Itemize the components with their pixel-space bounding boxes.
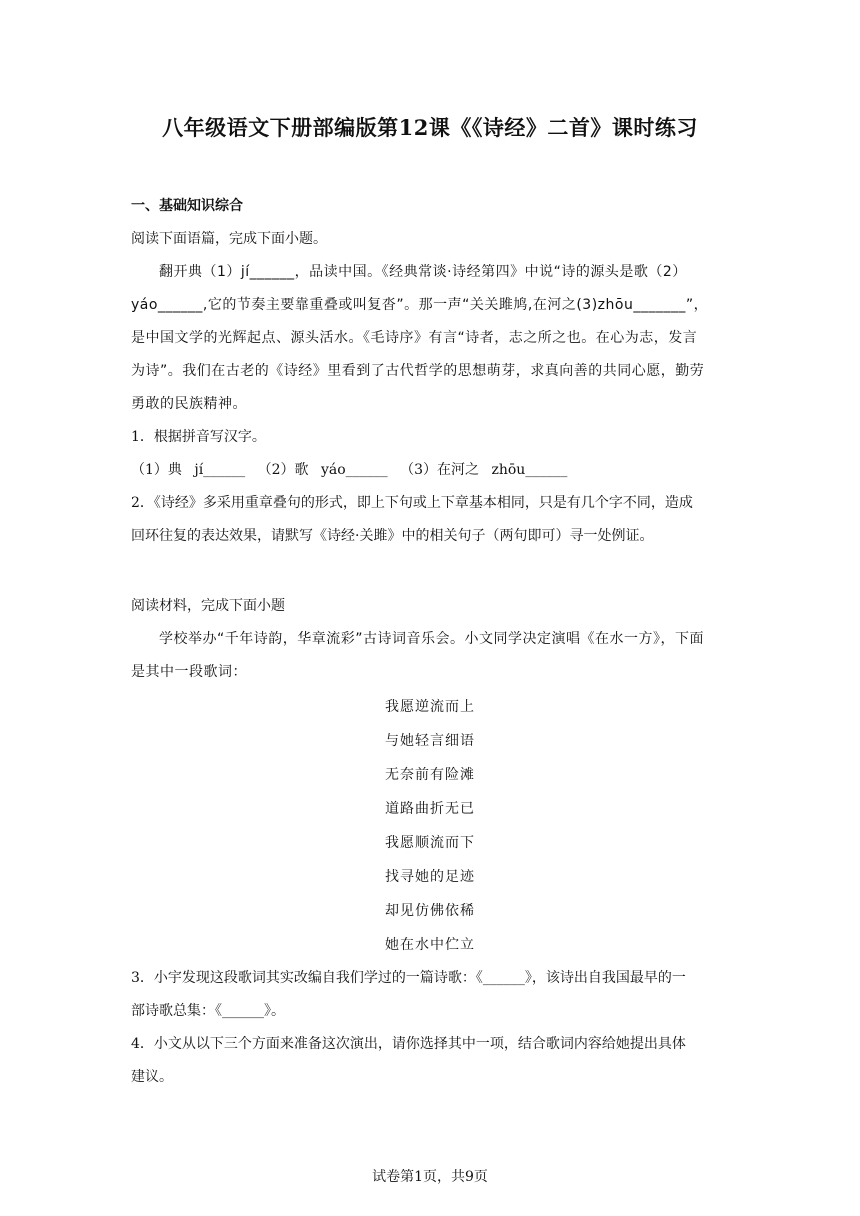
questions-3-4 xyxy=(131,962,731,1094)
passage-line-4: 为诗”。我们在古老的《诗经》里看到了古代哲学的思想萌芽，求真向善的共同心愿，勤劳 xyxy=(131,363,705,379)
passage-line-3: 是中国文学的光辉起点、源头活水。《毛诗序》有言“诗者，志之所之也。在心为志，发言 xyxy=(131,330,698,346)
section-2-intro: 阅读材料，完成下面小题 xyxy=(131,598,285,614)
question-2-line-2: 回环往复的表达效果，请默写《诗经·关雎》中的相关句子（两句即可）寻一处例证。 xyxy=(131,528,654,544)
question-4-line-1: 4．小文从以下三个方面来准备这次演出，请你选择其中一项，结合歌词内容给她提出具体 xyxy=(131,1036,686,1052)
question-1: 1．根据拼音写汉字。 xyxy=(131,429,266,445)
material-line-1: 学校举办“千年诗韵，华章流彩”古诗词音乐会。小文同学决定演唱《在水一方》，下面 xyxy=(159,631,705,647)
section-1-intro: 阅读下面语篇，完成下面小题。 xyxy=(131,231,327,247)
passage-line-2: yáo______,它的节奏主要靠重叠或叫复沓”。那一声“关关雎鸠,在河之(3)zhōu_______”， xyxy=(131,297,709,313)
question-4-line-2: 建议。 xyxy=(131,1069,173,1085)
lyric-line: 找寻她的足迹 xyxy=(385,869,475,885)
page-title: 八年级语文下册部编版第12课《《诗经》二首》课时练习 xyxy=(162,115,698,140)
question-1-items: （1）典 jí______ （2）歌 yáo______ （3）在河之 zhōu______ xyxy=(131,462,568,478)
question-3-line-2: 部诗歌总集：《______》。 xyxy=(131,1003,285,1019)
section-1 xyxy=(131,190,731,553)
section-1-heading: 一、基础知识综合 xyxy=(131,198,243,214)
passage-line-1: 翻开典（1）jí______，品读中国。《经典常谈·诗经第四》中说“诗的源头是歌（2） xyxy=(159,264,687,280)
question-3-line-1: 3．小宇发现这段歌词其实改编自我们学过的一篇诗歌：《______》，该诗出自我国最早的一 xyxy=(131,970,686,986)
lyric-line: 我愿逆流而上 xyxy=(385,699,475,715)
lyric-line: 与她轻言细语 xyxy=(385,733,475,749)
lyrics-block xyxy=(0,690,860,962)
lyric-line: 无奈前有险滩 xyxy=(385,767,475,783)
section-2 xyxy=(131,590,731,689)
page-footer: 试卷第1页，共9页 xyxy=(372,1169,488,1185)
lyric-line: 她在水中伫立 xyxy=(385,937,475,953)
lyric-line: 道路曲折无已 xyxy=(385,801,475,817)
material-line-2: 是其中一段歌词： xyxy=(131,664,247,680)
lyric-line: 却见仿佛依稀 xyxy=(385,903,475,919)
passage-line-5: 勇敢的民族精神。 xyxy=(131,396,247,412)
question-2-line-1: 2．《诗经》多采用重章叠句的形式，即上下句或上下章基本相同，只是有几个字不同，造成 xyxy=(131,495,693,511)
lyric-line: 我愿顺流而下 xyxy=(385,835,475,851)
